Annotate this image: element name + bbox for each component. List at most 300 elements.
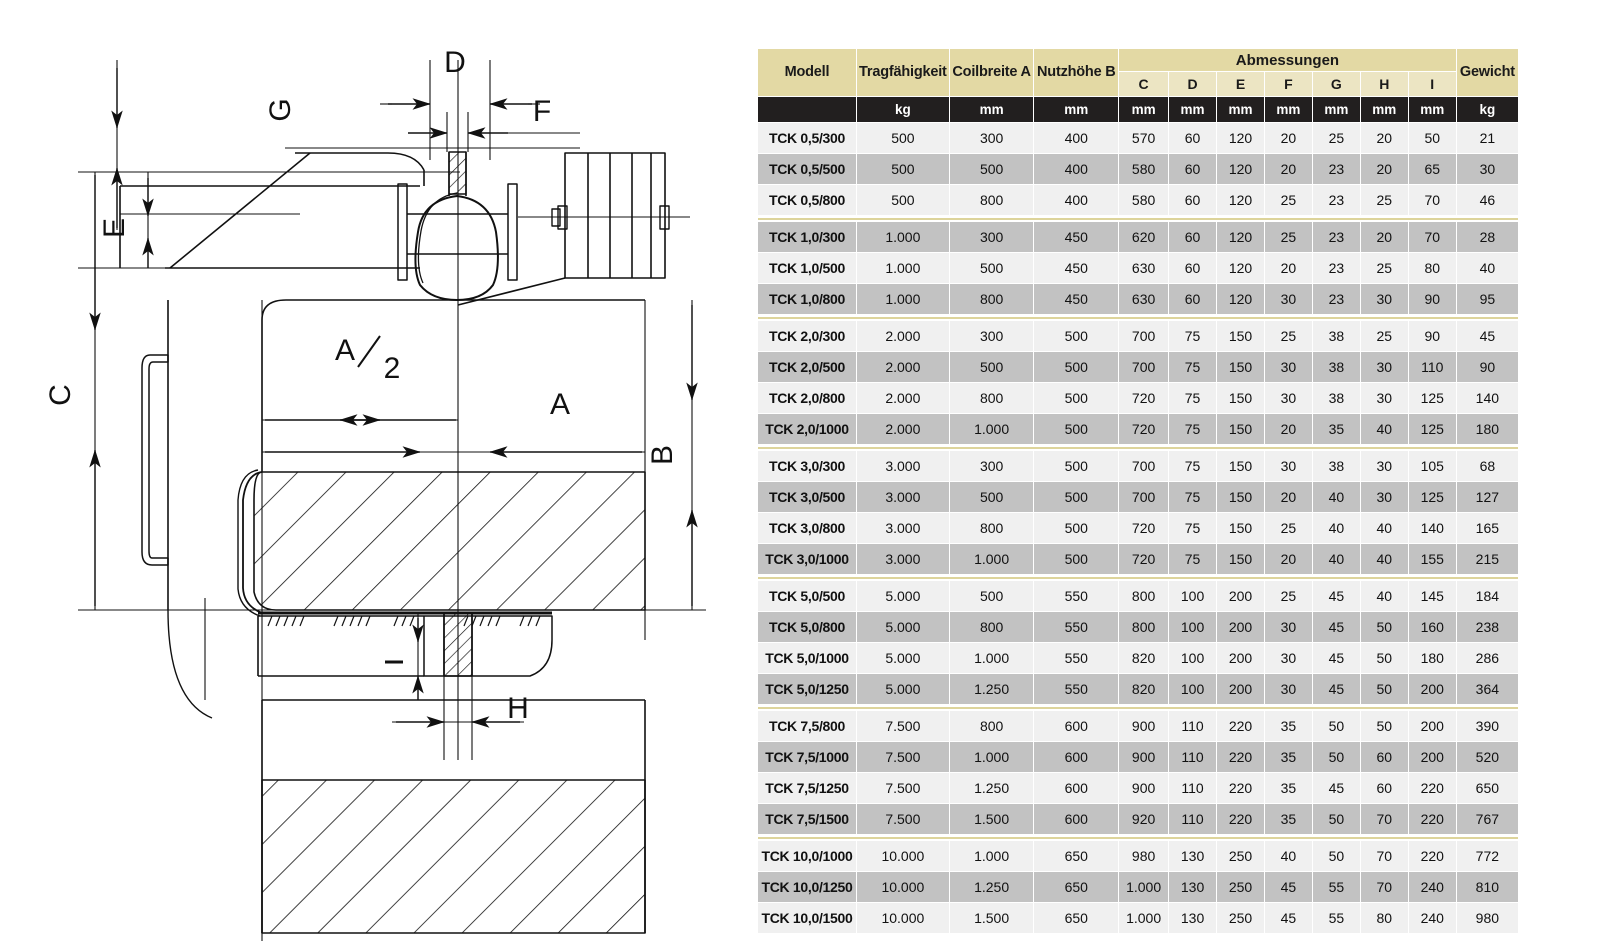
cell-c: 720 bbox=[1119, 383, 1168, 413]
cell-capacity: 5.000 bbox=[857, 674, 949, 704]
table-row[interactable] bbox=[758, 612, 1518, 642]
cell-useful-height: 400 bbox=[1034, 185, 1118, 215]
cell-useful-height: 450 bbox=[1034, 253, 1118, 283]
cell-e: 200 bbox=[1217, 581, 1264, 611]
cell-weight: 286 bbox=[1457, 643, 1518, 673]
header-dimensions-group: Abmessungen bbox=[1119, 49, 1456, 71]
cell-f: 25 bbox=[1265, 185, 1312, 215]
cell-coil-width: 500 bbox=[950, 581, 1034, 611]
cell-e: 220 bbox=[1217, 804, 1264, 834]
cell-c: 700 bbox=[1119, 321, 1168, 351]
cell-capacity: 500 bbox=[857, 185, 949, 215]
cell-i: 90 bbox=[1409, 321, 1456, 351]
cell-model: TCK 5,0/1000 bbox=[758, 643, 856, 673]
cell-d: 75 bbox=[1169, 513, 1216, 543]
cell-capacity: 3.000 bbox=[857, 451, 949, 481]
units-c: mm bbox=[1119, 97, 1168, 122]
cell-capacity: 5.000 bbox=[857, 612, 949, 642]
cell-h: 30 bbox=[1361, 352, 1408, 382]
header-model: Modell bbox=[758, 49, 856, 96]
units-g: mm bbox=[1313, 97, 1360, 122]
cell-h: 20 bbox=[1361, 222, 1408, 252]
cell-i: 80 bbox=[1409, 253, 1456, 283]
dim-label-g: G bbox=[264, 98, 297, 122]
cell-useful-height: 600 bbox=[1034, 773, 1118, 803]
cell-f: 20 bbox=[1265, 154, 1312, 184]
cell-model: TCK 2,0/300 bbox=[758, 321, 856, 351]
cell-weight: 40 bbox=[1457, 253, 1518, 283]
cell-useful-height: 650 bbox=[1034, 903, 1118, 933]
cell-h: 25 bbox=[1361, 185, 1408, 215]
cell-i: 240 bbox=[1409, 872, 1456, 902]
cell-g: 50 bbox=[1313, 711, 1360, 741]
cell-model: TCK 0,5/800 bbox=[758, 185, 856, 215]
cell-c: 900 bbox=[1119, 773, 1168, 803]
cell-weight: 180 bbox=[1457, 414, 1518, 444]
cell-d: 75 bbox=[1169, 482, 1216, 512]
group-separator bbox=[758, 216, 1518, 221]
cell-g: 45 bbox=[1313, 773, 1360, 803]
table-row[interactable] bbox=[758, 773, 1518, 803]
cell-d: 100 bbox=[1169, 612, 1216, 642]
cell-weight: 767 bbox=[1457, 804, 1518, 834]
cell-c: 580 bbox=[1119, 185, 1168, 215]
table-row[interactable] bbox=[758, 154, 1518, 184]
cell-c: 720 bbox=[1119, 544, 1168, 574]
cell-capacity: 7.500 bbox=[857, 804, 949, 834]
cell-d: 75 bbox=[1169, 321, 1216, 351]
units-useful-height: mm bbox=[1034, 97, 1118, 122]
cell-g: 38 bbox=[1313, 352, 1360, 382]
cell-capacity: 7.500 bbox=[857, 711, 949, 741]
cell-useful-height: 500 bbox=[1034, 352, 1118, 382]
cell-i: 125 bbox=[1409, 482, 1456, 512]
cell-c: 980 bbox=[1119, 841, 1168, 871]
cell-g: 50 bbox=[1313, 841, 1360, 871]
table-row[interactable] bbox=[758, 185, 1518, 215]
cell-i: 110 bbox=[1409, 352, 1456, 382]
cell-model: TCK 10,0/1000 bbox=[758, 841, 856, 871]
cell-g: 55 bbox=[1313, 903, 1360, 933]
cell-e: 200 bbox=[1217, 643, 1264, 673]
dim-label-a-half-numerator: A bbox=[334, 334, 356, 367]
cell-i: 140 bbox=[1409, 513, 1456, 543]
cell-coil-width: 1.000 bbox=[950, 742, 1034, 772]
table-row[interactable] bbox=[758, 451, 1518, 481]
cell-weight: 215 bbox=[1457, 544, 1518, 574]
table-row[interactable] bbox=[758, 123, 1518, 153]
cell-model: TCK 2,0/500 bbox=[758, 352, 856, 382]
cell-weight: 140 bbox=[1457, 383, 1518, 413]
cell-capacity: 2.000 bbox=[857, 414, 949, 444]
cell-h: 25 bbox=[1361, 253, 1408, 283]
cell-d: 110 bbox=[1169, 742, 1216, 772]
dim-label-a: A bbox=[549, 388, 571, 421]
cell-useful-height: 500 bbox=[1034, 544, 1118, 574]
cell-f: 25 bbox=[1265, 321, 1312, 351]
cell-c: 820 bbox=[1119, 674, 1168, 704]
cell-weight: 650 bbox=[1457, 773, 1518, 803]
cell-i: 90 bbox=[1409, 284, 1456, 314]
table-row[interactable] bbox=[758, 674, 1518, 704]
cell-g: 45 bbox=[1313, 581, 1360, 611]
cell-coil-width: 800 bbox=[950, 711, 1034, 741]
cell-model: TCK 1,0/800 bbox=[758, 284, 856, 314]
cell-c: 700 bbox=[1119, 451, 1168, 481]
units-e: mm bbox=[1217, 97, 1264, 122]
technical-drawing-panel bbox=[0, 0, 740, 941]
cell-d: 60 bbox=[1169, 284, 1216, 314]
cell-coil-width: 1.000 bbox=[950, 414, 1034, 444]
cell-c: 620 bbox=[1119, 222, 1168, 252]
cell-c: 630 bbox=[1119, 284, 1168, 314]
table-row[interactable] bbox=[758, 222, 1518, 252]
cell-e: 120 bbox=[1217, 253, 1264, 283]
dim-label-c: C bbox=[44, 384, 77, 406]
cell-useful-height: 600 bbox=[1034, 804, 1118, 834]
dimension-arrows bbox=[95, 60, 692, 760]
cell-i: 220 bbox=[1409, 804, 1456, 834]
cell-c: 900 bbox=[1119, 742, 1168, 772]
cell-h: 70 bbox=[1361, 804, 1408, 834]
cell-coil-width: 1.500 bbox=[950, 903, 1034, 933]
cell-weight: 46 bbox=[1457, 185, 1518, 215]
cell-capacity: 1.000 bbox=[857, 222, 949, 252]
cell-f: 30 bbox=[1265, 674, 1312, 704]
header-dim-e: E bbox=[1217, 72, 1264, 96]
cell-h: 60 bbox=[1361, 742, 1408, 772]
cell-d: 100 bbox=[1169, 643, 1216, 673]
cell-capacity: 3.000 bbox=[857, 482, 949, 512]
cell-capacity: 2.000 bbox=[857, 352, 949, 382]
cell-model: TCK 3,0/500 bbox=[758, 482, 856, 512]
cell-g: 38 bbox=[1313, 321, 1360, 351]
cell-weight: 364 bbox=[1457, 674, 1518, 704]
cell-model: TCK 1,0/300 bbox=[758, 222, 856, 252]
table-row[interactable] bbox=[758, 321, 1518, 351]
cell-h: 20 bbox=[1361, 123, 1408, 153]
cell-h: 30 bbox=[1361, 451, 1408, 481]
cell-coil-width: 500 bbox=[950, 482, 1034, 512]
cell-i: 160 bbox=[1409, 612, 1456, 642]
cell-model: TCK 7,5/1500 bbox=[758, 804, 856, 834]
cell-useful-height: 650 bbox=[1034, 872, 1118, 902]
table-row[interactable] bbox=[758, 841, 1518, 871]
units-i: mm bbox=[1409, 97, 1456, 122]
cell-coil-width: 500 bbox=[950, 352, 1034, 382]
cell-weight: 95 bbox=[1457, 284, 1518, 314]
cell-h: 70 bbox=[1361, 841, 1408, 871]
cell-coil-width: 800 bbox=[950, 284, 1034, 314]
cell-h: 40 bbox=[1361, 544, 1408, 574]
cell-model: TCK 7,5/1000 bbox=[758, 742, 856, 772]
header-dim-f: F bbox=[1265, 72, 1312, 96]
cell-model: TCK 3,0/300 bbox=[758, 451, 856, 481]
cell-h: 25 bbox=[1361, 321, 1408, 351]
cell-c: 800 bbox=[1119, 612, 1168, 642]
cell-i: 105 bbox=[1409, 451, 1456, 481]
table-row[interactable] bbox=[758, 544, 1518, 574]
cell-f: 35 bbox=[1265, 773, 1312, 803]
cell-c: 820 bbox=[1119, 643, 1168, 673]
cell-d: 60 bbox=[1169, 253, 1216, 283]
cell-e: 120 bbox=[1217, 185, 1264, 215]
cell-coil-width: 300 bbox=[950, 123, 1034, 153]
cell-useful-height: 500 bbox=[1034, 451, 1118, 481]
table-row[interactable] bbox=[758, 643, 1518, 673]
cell-f: 25 bbox=[1265, 581, 1312, 611]
cell-i: 70 bbox=[1409, 185, 1456, 215]
dim-label-e: E bbox=[98, 217, 131, 239]
cell-f: 30 bbox=[1265, 383, 1312, 413]
dim-label-d: D bbox=[444, 46, 466, 79]
cell-weight: 980 bbox=[1457, 903, 1518, 933]
cell-coil-width: 500 bbox=[950, 154, 1034, 184]
cell-g: 40 bbox=[1313, 513, 1360, 543]
cell-model: TCK 7,5/1250 bbox=[758, 773, 856, 803]
cell-g: 45 bbox=[1313, 612, 1360, 642]
cell-g: 55 bbox=[1313, 872, 1360, 902]
cell-g: 40 bbox=[1313, 544, 1360, 574]
cell-d: 100 bbox=[1169, 674, 1216, 704]
cell-useful-height: 500 bbox=[1034, 414, 1118, 444]
dim-label-a-half-denominator: 2 bbox=[383, 352, 401, 385]
header-capacity: Tragfähigkeit bbox=[857, 49, 949, 96]
cell-e: 150 bbox=[1217, 544, 1264, 574]
cell-e: 200 bbox=[1217, 674, 1264, 704]
cell-e: 150 bbox=[1217, 383, 1264, 413]
cell-e: 250 bbox=[1217, 903, 1264, 933]
cell-useful-height: 600 bbox=[1034, 742, 1118, 772]
cell-useful-height: 550 bbox=[1034, 643, 1118, 673]
cell-useful-height: 400 bbox=[1034, 123, 1118, 153]
cell-d: 60 bbox=[1169, 154, 1216, 184]
cell-useful-height: 500 bbox=[1034, 383, 1118, 413]
cell-useful-height: 450 bbox=[1034, 222, 1118, 252]
cell-model: TCK 10,0/1500 bbox=[758, 903, 856, 933]
cell-model: TCK 5,0/1250 bbox=[758, 674, 856, 704]
cell-d: 75 bbox=[1169, 414, 1216, 444]
cell-e: 120 bbox=[1217, 123, 1264, 153]
cell-weight: 390 bbox=[1457, 711, 1518, 741]
cell-f: 20 bbox=[1265, 253, 1312, 283]
cell-c: 700 bbox=[1119, 352, 1168, 382]
cell-h: 40 bbox=[1361, 414, 1408, 444]
cell-capacity: 7.500 bbox=[857, 773, 949, 803]
cell-i: 70 bbox=[1409, 222, 1456, 252]
cell-d: 110 bbox=[1169, 773, 1216, 803]
cell-d: 130 bbox=[1169, 903, 1216, 933]
units-d: mm bbox=[1169, 97, 1216, 122]
cell-g: 23 bbox=[1313, 185, 1360, 215]
header-dim-c: C bbox=[1119, 72, 1168, 96]
table-row[interactable] bbox=[758, 742, 1518, 772]
cell-e: 120 bbox=[1217, 222, 1264, 252]
table-row[interactable] bbox=[758, 253, 1518, 283]
units-coil-width: mm bbox=[950, 97, 1034, 122]
table-row[interactable] bbox=[758, 284, 1518, 314]
cell-f: 30 bbox=[1265, 284, 1312, 314]
cell-e: 150 bbox=[1217, 482, 1264, 512]
cell-capacity: 10.000 bbox=[857, 903, 949, 933]
cell-f: 30 bbox=[1265, 451, 1312, 481]
cell-weight: 21 bbox=[1457, 123, 1518, 153]
cell-g: 38 bbox=[1313, 451, 1360, 481]
dim-label-f: F bbox=[532, 95, 552, 128]
cell-e: 120 bbox=[1217, 154, 1264, 184]
specification-table-panel bbox=[757, 48, 1519, 934]
table-row[interactable] bbox=[758, 513, 1518, 543]
cell-useful-height: 550 bbox=[1034, 581, 1118, 611]
header-dim-h: H bbox=[1361, 72, 1408, 96]
table-row[interactable] bbox=[758, 414, 1518, 444]
table-row[interactable] bbox=[758, 804, 1518, 834]
cell-g: 45 bbox=[1313, 674, 1360, 704]
cell-f: 40 bbox=[1265, 841, 1312, 871]
cell-f: 30 bbox=[1265, 612, 1312, 642]
specification-table bbox=[757, 48, 1519, 934]
cell-capacity: 2.000 bbox=[857, 321, 949, 351]
cell-weight: 127 bbox=[1457, 482, 1518, 512]
cell-h: 20 bbox=[1361, 154, 1408, 184]
cell-f: 30 bbox=[1265, 352, 1312, 382]
cell-d: 130 bbox=[1169, 872, 1216, 902]
table-row[interactable] bbox=[758, 482, 1518, 512]
cell-coil-width: 500 bbox=[950, 253, 1034, 283]
c-hook-drawing bbox=[0, 0, 740, 941]
cell-c: 900 bbox=[1119, 711, 1168, 741]
cell-c: 920 bbox=[1119, 804, 1168, 834]
cell-d: 100 bbox=[1169, 581, 1216, 611]
cell-i: 145 bbox=[1409, 581, 1456, 611]
cell-i: 200 bbox=[1409, 711, 1456, 741]
cell-weight: 772 bbox=[1457, 841, 1518, 871]
header-dim-g: G bbox=[1313, 72, 1360, 96]
header-useful-height: Nutzhöhe B bbox=[1034, 49, 1118, 96]
cell-h: 70 bbox=[1361, 872, 1408, 902]
cell-c: 570 bbox=[1119, 123, 1168, 153]
cell-g: 23 bbox=[1313, 253, 1360, 283]
cell-f: 35 bbox=[1265, 742, 1312, 772]
cell-g: 35 bbox=[1313, 414, 1360, 444]
cell-c: 700 bbox=[1119, 482, 1168, 512]
dim-label-h: H bbox=[507, 692, 529, 725]
cell-weight: 810 bbox=[1457, 872, 1518, 902]
table-row[interactable] bbox=[758, 903, 1518, 933]
cell-model: TCK 5,0/800 bbox=[758, 612, 856, 642]
cell-coil-width: 300 bbox=[950, 222, 1034, 252]
cell-coil-width: 1.250 bbox=[950, 674, 1034, 704]
cell-f: 20 bbox=[1265, 544, 1312, 574]
units-capacity: kg bbox=[857, 97, 949, 122]
cell-g: 23 bbox=[1313, 222, 1360, 252]
cell-f: 20 bbox=[1265, 123, 1312, 153]
cell-g: 50 bbox=[1313, 804, 1360, 834]
cell-d: 110 bbox=[1169, 711, 1216, 741]
cell-useful-height: 550 bbox=[1034, 612, 1118, 642]
cell-i: 65 bbox=[1409, 154, 1456, 184]
units-weight: kg bbox=[1457, 97, 1518, 122]
cell-c: 720 bbox=[1119, 414, 1168, 444]
cell-capacity: 500 bbox=[857, 154, 949, 184]
cell-capacity: 500 bbox=[857, 123, 949, 153]
cell-weight: 28 bbox=[1457, 222, 1518, 252]
cell-capacity: 5.000 bbox=[857, 581, 949, 611]
cell-e: 150 bbox=[1217, 513, 1264, 543]
table-header bbox=[758, 49, 1518, 122]
cell-h: 50 bbox=[1361, 674, 1408, 704]
cell-e: 220 bbox=[1217, 711, 1264, 741]
cell-h: 50 bbox=[1361, 711, 1408, 741]
cell-i: 220 bbox=[1409, 773, 1456, 803]
cell-model: TCK 3,0/1000 bbox=[758, 544, 856, 574]
header-dim-d: D bbox=[1169, 72, 1216, 96]
cell-useful-height: 400 bbox=[1034, 154, 1118, 184]
cell-d: 75 bbox=[1169, 544, 1216, 574]
cell-capacity: 7.500 bbox=[857, 742, 949, 772]
group-separator bbox=[758, 705, 1518, 710]
cell-e: 120 bbox=[1217, 284, 1264, 314]
table-row[interactable] bbox=[758, 872, 1518, 902]
cell-e: 250 bbox=[1217, 841, 1264, 871]
cell-e: 220 bbox=[1217, 773, 1264, 803]
cell-weight: 238 bbox=[1457, 612, 1518, 642]
cell-coil-width: 300 bbox=[950, 321, 1034, 351]
cell-useful-height: 500 bbox=[1034, 321, 1118, 351]
cell-f: 45 bbox=[1265, 872, 1312, 902]
cell-g: 25 bbox=[1313, 123, 1360, 153]
cell-model: TCK 7,5/800 bbox=[758, 711, 856, 741]
dim-label-a-half bbox=[335, 334, 400, 385]
cell-f: 35 bbox=[1265, 711, 1312, 741]
cell-useful-height: 600 bbox=[1034, 711, 1118, 741]
cell-h: 40 bbox=[1361, 513, 1408, 543]
cell-h: 50 bbox=[1361, 612, 1408, 642]
cell-e: 150 bbox=[1217, 321, 1264, 351]
cell-e: 150 bbox=[1217, 352, 1264, 382]
cell-g: 38 bbox=[1313, 383, 1360, 413]
cell-coil-width: 1.000 bbox=[950, 544, 1034, 574]
cell-c: 720 bbox=[1119, 513, 1168, 543]
cell-h: 30 bbox=[1361, 383, 1408, 413]
cell-f: 25 bbox=[1265, 513, 1312, 543]
cell-g: 23 bbox=[1313, 284, 1360, 314]
table-row[interactable] bbox=[758, 711, 1518, 741]
cell-c: 1.000 bbox=[1119, 872, 1168, 902]
cell-capacity: 5.000 bbox=[857, 643, 949, 673]
cell-useful-height: 550 bbox=[1034, 674, 1118, 704]
cell-e: 220 bbox=[1217, 742, 1264, 772]
lifting-eye-assembly bbox=[120, 152, 690, 305]
cell-capacity: 1.000 bbox=[857, 253, 949, 283]
cell-c: 800 bbox=[1119, 581, 1168, 611]
cell-d: 75 bbox=[1169, 352, 1216, 382]
cell-g: 40 bbox=[1313, 482, 1360, 512]
group-separator bbox=[758, 445, 1518, 450]
cell-capacity: 1.000 bbox=[857, 284, 949, 314]
cell-model: TCK 5,0/500 bbox=[758, 581, 856, 611]
cell-coil-width: 800 bbox=[950, 383, 1034, 413]
cell-d: 60 bbox=[1169, 185, 1216, 215]
dim-label-b: B bbox=[646, 444, 679, 466]
cell-model: TCK 10,0/1250 bbox=[758, 872, 856, 902]
table-body bbox=[758, 123, 1518, 933]
table-row[interactable] bbox=[758, 581, 1518, 611]
table-row[interactable] bbox=[758, 383, 1518, 413]
cell-model: TCK 0,5/300 bbox=[758, 123, 856, 153]
table-row[interactable] bbox=[758, 352, 1518, 382]
cell-c: 1.000 bbox=[1119, 903, 1168, 933]
